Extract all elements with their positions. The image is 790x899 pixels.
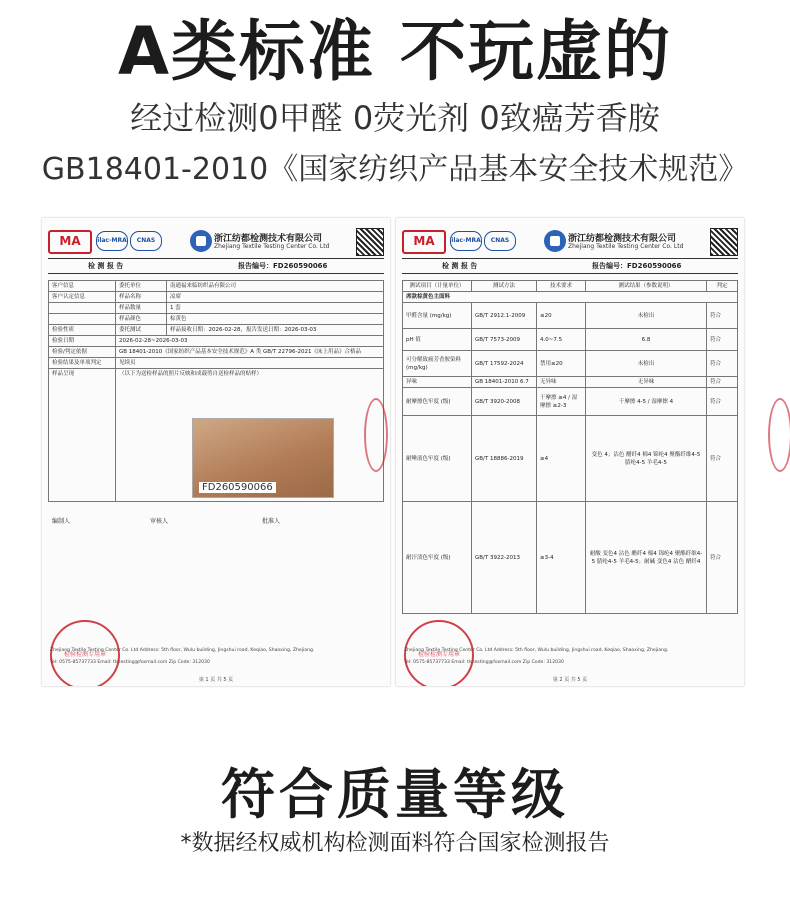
table-cell: 耐酸 变色4 沾色 醋纤4 棉4 锦纶4 聚酯纤维4-5 腈纶4-5 羊毛4-5；耐碱 变色4 沾色 醋纤4 [586, 502, 707, 614]
table-cell: 检验性质 [49, 325, 116, 336]
report-page-2 [396, 218, 744, 686]
inspection-stamp: 检验检测专用章 [50, 620, 120, 686]
stamp-edge-mark [768, 398, 790, 472]
sub-line-2: GB18401-2010《国家纺织产品基本安全技术规范》 [41, 152, 749, 187]
table-cell: 1 套 [167, 303, 384, 314]
ilac-logo: ilac-MRA [96, 231, 128, 251]
company-address: Zhejiang Textile Testing Center Co. Ltd Address: 5th floor, Wulu building, Jingshui road, Keqiao, Shaoxing, Zhejiang. [404, 648, 669, 653]
table-cell: 检验日期 [49, 336, 116, 347]
section-row [403, 292, 738, 303]
test-results-table [402, 280, 738, 614]
section-label: 席款棕黄色主面料 [403, 292, 738, 303]
table-row [49, 281, 384, 292]
report-title: 检 测 报 告 [88, 262, 124, 270]
table-cell: 样品数量 [116, 303, 167, 314]
column-header: 技术要求 [537, 281, 586, 292]
report-header [48, 228, 384, 254]
table-cell: 检验结果及单项判定 [49, 358, 116, 369]
table-row [403, 388, 738, 416]
table-row [403, 377, 738, 388]
sample-photo-label: FD260590066 [199, 482, 276, 493]
table-cell: 样品颜色 [116, 314, 167, 325]
ma-logo: MA [402, 230, 446, 254]
headline: A类标准 不玩虚的 [117, 13, 673, 90]
table-cell: 符合 [707, 329, 738, 351]
table-cell: 见续页 [116, 358, 384, 369]
table-cell: 变色 4；沾色 醋纤4 棉4 锦纶4 聚酯纤维4-5 腈纶4-5 羊毛4-5 [586, 416, 707, 502]
company-name-cn: 浙江纺都检测技术有限公司 [568, 234, 677, 244]
table-cell: 凉席 [167, 292, 384, 303]
table-row [49, 314, 384, 325]
table-cell: 委托测试 [116, 325, 167, 336]
table-cell: 客户认定信息 [49, 292, 116, 303]
table-cell: GB 18401-2010《国家纺织产品基本安全技术规范》A 类 GB/T 22796-2021《床上用品》合格品 [116, 347, 384, 358]
report-page-1 [42, 218, 390, 686]
sample-photo [192, 418, 334, 498]
table-cell: 委托单位 [116, 281, 167, 292]
table-cell: 甲醛含量 (mg/kg) [403, 303, 472, 329]
table-cell: 耐唾液色牢度 (级) [403, 416, 472, 502]
table-cell: 南通福来临纺织品有限公司 [167, 281, 384, 292]
table-row [49, 358, 384, 369]
table-cell: 符合 [707, 416, 738, 502]
report-title-bar [402, 258, 738, 274]
report-title: 检 测 报 告 [442, 262, 478, 270]
table-cell: GB/T 3922-2013 [472, 502, 537, 614]
table-cell: 无异味 [586, 377, 707, 388]
table-cell: GB 18401-2010 6.7 [472, 377, 537, 388]
table-cell: （以下为送检样品的照片反映和成载剪自送检样品的贴样） [116, 369, 384, 502]
table-header-row [403, 281, 738, 292]
table-cell: 6.8 [586, 329, 707, 351]
table-cell: 耐汗渍色牢度 (级) [403, 502, 472, 614]
table-row [49, 303, 384, 314]
column-header: 测试方法 [472, 281, 537, 292]
company-contact: Tel: 0575-85737733 Email: tlctesting@foxmail.com Zip Code: 312030 [404, 660, 564, 665]
cnas-logo: CNAS [130, 231, 162, 251]
table-cell: 干摩擦 4-5 / 湿摩擦 4 [586, 388, 707, 416]
page-number: 第 2 页 共 5 页 [552, 677, 588, 683]
table-cell: 样品接收日期：2026-02-28，报告发送日期：2026-03-03 [167, 325, 384, 336]
sub-line-1: 经过检测0甲醛 0荧光剂 0致癌芳香胺 [130, 99, 660, 137]
table-cell: 4.0~7.5 [537, 329, 586, 351]
page-number: 第 1 页 共 5 页 [198, 677, 234, 683]
table-cell: ≥4 [537, 416, 586, 502]
table-cell: 耐摩擦色牢度 (级) [403, 388, 472, 416]
report-number: 报告编号：FD260590066 [592, 262, 682, 270]
footer-note: *数据经权威机构检测面料符合国家检测报告 [180, 831, 610, 856]
column-header: 测试项目（计量单位） [403, 281, 472, 292]
column-header: 测试结果（参数说明） [586, 281, 707, 292]
table-cell: 样品呈现 [49, 369, 116, 502]
table-cell: GB/T 3920-2008 [472, 388, 537, 416]
table-cell: 异味 [403, 377, 472, 388]
table-cell: 检验/判定依据 [49, 347, 116, 358]
table-cell: 未检出 [586, 303, 707, 329]
table-cell: GB/T 18886-2019 [472, 416, 537, 502]
company-name-en: Zhejiang Textile Testing Center Co. Ltd [568, 243, 684, 250]
table-cell: 未检出 [586, 351, 707, 377]
table-row [403, 502, 738, 614]
table-row [403, 416, 738, 502]
company-logo-icon [544, 230, 566, 252]
table-cell: ≥3-4 [537, 502, 586, 614]
table-cell: 棕黄色 [167, 314, 384, 325]
table-cell [49, 303, 116, 314]
company-logo-icon [190, 230, 212, 252]
company-contact: Tel: 0575-85737733 Email: tlctesting@foxmail.com Zip Code: 312030 [50, 660, 210, 665]
table-cell: GB/T 17592-2024 [472, 351, 537, 377]
stamp-edge-mark [364, 398, 388, 472]
report-title-bar [48, 258, 384, 274]
table-cell: GB/T 7573-2009 [472, 329, 537, 351]
table-cell: 可分解致癌芳香胺染料 (mg/kg) [403, 351, 472, 377]
column-header: 判定 [707, 281, 738, 292]
sig-approver: 批准人 [262, 518, 281, 525]
table-cell: 符合 [707, 388, 738, 416]
report-number: 报告编号：FD260590066 [238, 262, 328, 270]
table-cell: 2026-02-28~2026-03-03 [116, 336, 384, 347]
qr-code-icon [710, 228, 738, 256]
ilac-logo: ilac-MRA [450, 231, 482, 251]
table-cell: 禁用≤20 [537, 351, 586, 377]
sig-reviewer: 审核人 [150, 518, 169, 525]
table-cell: ≤20 [537, 303, 586, 329]
table-cell: 符合 [707, 377, 738, 388]
table-row [403, 303, 738, 329]
inspection-stamp: 检验检测专用章 [404, 620, 474, 686]
company-name-cn: 浙江纺都检测技术有限公司 [214, 234, 323, 244]
table-row [49, 336, 384, 347]
table-cell: 符合 [707, 303, 738, 329]
table-cell: 样品名称 [116, 292, 167, 303]
table-row [403, 329, 738, 351]
table-row [49, 347, 384, 358]
table-cell: pH 值 [403, 329, 472, 351]
sig-editor: 编制人 [52, 518, 71, 525]
table-cell: 符合 [707, 351, 738, 377]
cnas-logo: CNAS [484, 231, 516, 251]
table-cell: GB/T 2912.1-2009 [472, 303, 537, 329]
table-cell: 客户信息 [49, 281, 116, 292]
table-cell: 无异味 [537, 377, 586, 388]
table-row [403, 351, 738, 377]
table-cell: 干摩擦 ≥4 / 湿摩擦 ≥2-3 [537, 388, 586, 416]
table-row [49, 292, 384, 303]
table-cell [49, 314, 116, 325]
ma-logo: MA [48, 230, 92, 254]
table-cell: 符合 [707, 502, 738, 614]
report-header [402, 228, 738, 254]
qr-code-icon [356, 228, 384, 256]
footer-title: 符合质量等级 [221, 763, 569, 826]
company-address: Zhejiang Textile Testing Center Co. Ltd Address: 5th floor, Wulu building, Jingshui road, Keqiao, Shaoxing, Zhejiang. [50, 648, 315, 653]
company-name-en: Zhejiang Textile Testing Center Co. Ltd [214, 243, 330, 250]
table-row [49, 325, 384, 336]
